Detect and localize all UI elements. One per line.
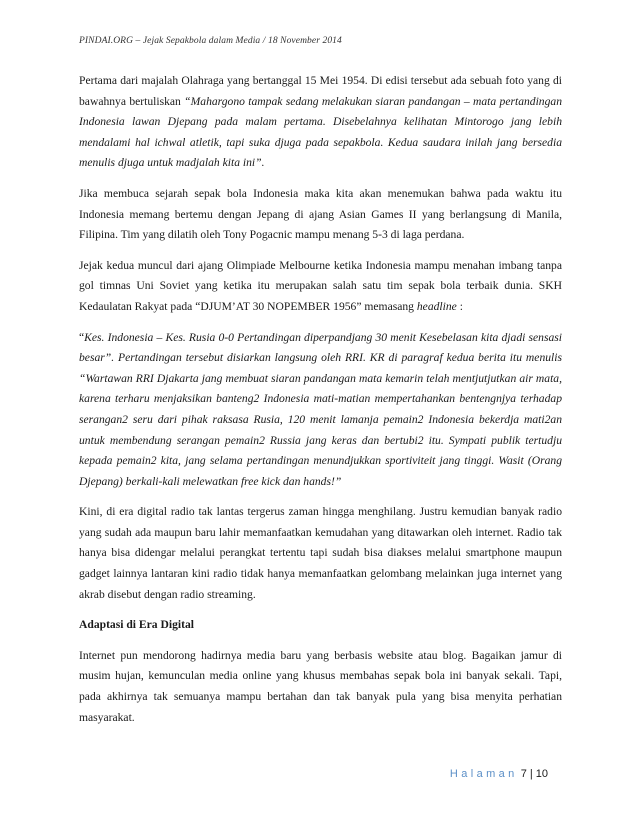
current-page-number: 7 — [520, 768, 527, 780]
paragraph-3-text: Jejak kedua muncul dari ajang Olimpiade Melbourne ketika Indonesia mampu menahan imbang tanpa gol timnas Uni Soviet yang ketika itu merupakan salah satu tim sepak bola terbaik dunia. SKH Kedaulatan Rakyat pada “DJUM’AT 30 NOPEMBER 1956” memasang — [79, 258, 562, 313]
paragraph-1-quote: “Mahargono tampak sedang melakukan siaran pandangan – mata pertandingan Indonesia lawan Djepang pada malam pertama. Disebelahnya kelihatan Mintorogo jang lebih mendalami hal ichwal atletik, tapi suka djuga pada sepakbola. Kedua saudara inilah jang bersedia menulis djuga untuk madjalah kita ini”. — [79, 94, 562, 170]
page-label: Halaman — [449, 768, 518, 780]
quoted-news-text: Kes. Indonesia – Kes. Rusia 0-0 Pertandingan diperpandjang 30 menit Kesebelasan kita djadi sensasi besar”. Pertandingan tersebut disiarkan langsung oleh RRI. KR di paragraf kedua berita itu menulis “Wartawan RRI Djakarta jang membuat siaran pandangan mata kemarin telah mentjutjutkan air mata, karena terharu menjaksikan banteng2 Indonesia mati-matian mempertahankan bentengnjya terhadap serangan2 seru dari pihak raksasa Rusia, 120 menit lamanja pemain2 Indonesia bekerdja mati2an untuk membendung serangan pemain2 Russia jang keras dan bertubi2 itu. Sympati publik tertudju kepada pemain2 kita, jang selama pertandingan menundjukkan sportiviteit jang tinggi. Wasit (Orang Djepang) berkali-kali melewatkan free kick dan hands!” — [79, 330, 562, 488]
quote-open-mark: “ — [79, 330, 85, 344]
paragraph-1-intro: Pertama dari majalah Olahraga yang bertanggal 15 Mei 1954. Di edisi tersebut ada sebuah foto yang di bawahnya bertuliskan — [79, 74, 562, 108]
paragraph-1 — [79, 71, 562, 174]
paragraph-2: Jika membuca sejarah sepak bola Indonesia maka kita akan menemukan bahwa pada waktu itu Indonesia memang bertemu dengan Jepang di ajang Asian Games II yang berlangsung di Manila, Filipina. Tim yang dilatih oleh Tony Pogacnic mampu menang 5-3 di laga perdana. — [79, 186, 562, 242]
paragraph-5: Kini, di era digital radio tak lantas tergerus zaman hingga menghilang. Justru kemudian banyak radio yang sudah ada maupun baru lahir memanfaatkan kemudahan yang ditawarkan oleh internet. Radio tak hanya bisa didengar melalui perangkat tertentu tapi sudah bisa diakses melalui smartphone maupun gadget lainnya lantaran kini radio tidak hanya memanfaatkan gelombang melainkan juga internet yang akrab disebut dengan radio streaming. — [79, 505, 562, 601]
paragraph-3-headline-word: headline — [416, 299, 457, 313]
total-pages: 10 — [535, 768, 548, 780]
page-separator: | — [529, 768, 533, 780]
quoted-news-paragraph — [79, 328, 562, 493]
paragraph-3 — [79, 256, 562, 318]
paragraph-6: Internet pun mendorong hadirnya media baru yang berbasis website atau blog. Bagaikan jamur di musim hujan, kemunculan media online yang khusus membahas sepak bola ini banyak sekali. Tapi, pada akhirnya tak semuanya mampu bertahan dan tak banyak pula yang bisa menyita perhatian masyarakat. — [79, 648, 562, 724]
running-header: PINDAI.ORG – Jejak Sepakbola dalam Media / 18 November 2014 — [79, 36, 342, 46]
article-body — [79, 71, 562, 738]
paragraph-3-colon: : — [456, 299, 463, 313]
section-heading: Adaptasi di Era Digital — [79, 618, 194, 632]
page-footer — [450, 768, 548, 780]
